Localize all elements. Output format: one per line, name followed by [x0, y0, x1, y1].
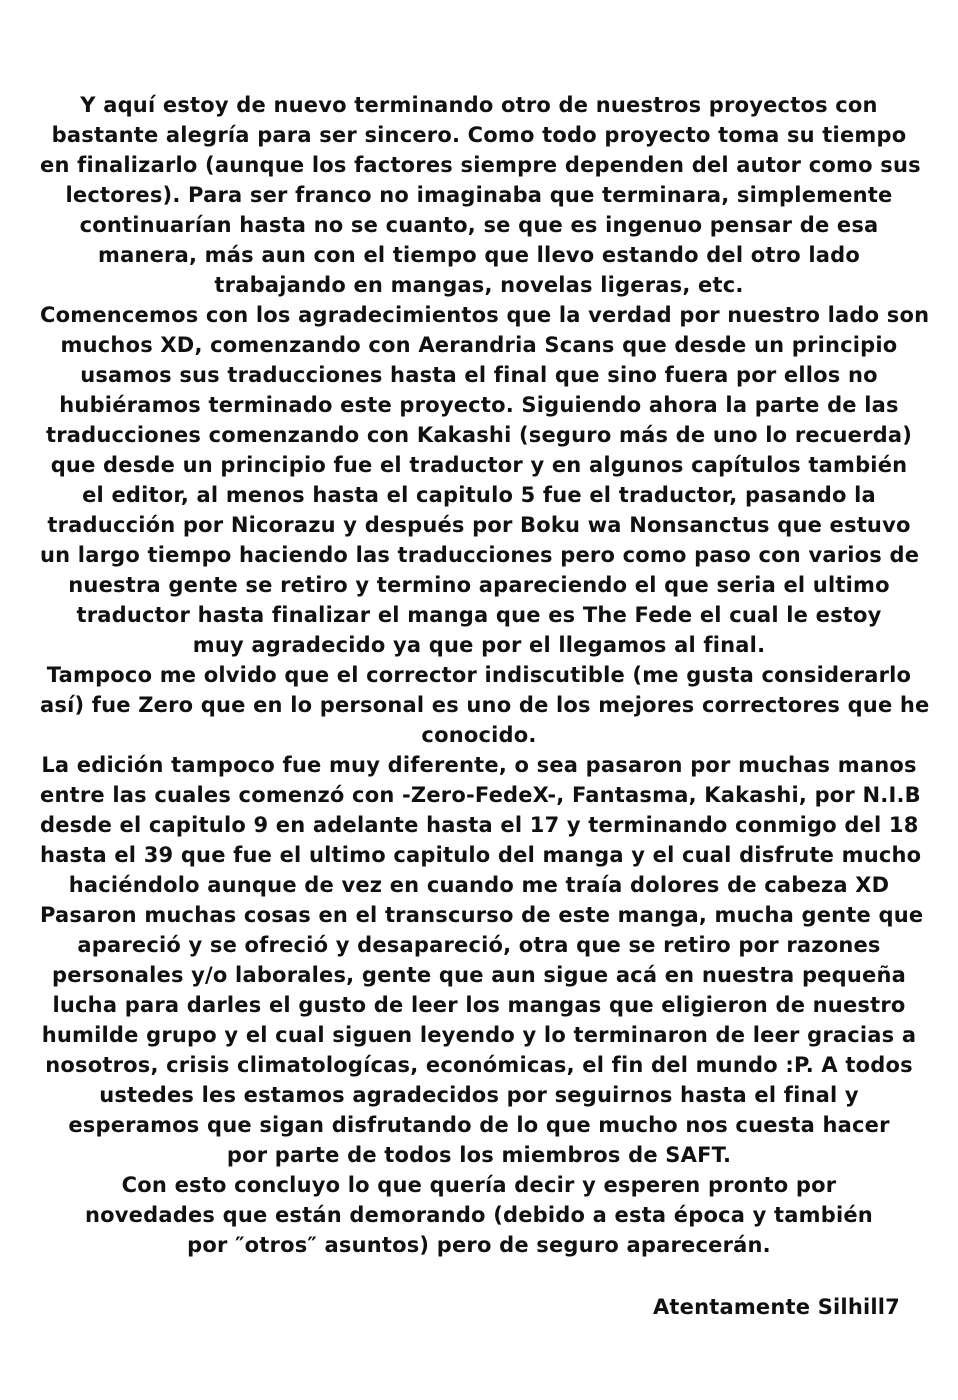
text-line: un largo tiempo haciendo las traducciones pero como paso con varios de	[40, 543, 920, 567]
text-line: así) fue Zero que en lo personal es uno de los mejores correctores que he	[40, 693, 930, 717]
text-line: apareció y se ofreció y desapareció, otra que se retiro por razones	[77, 933, 881, 957]
text-line: humilde grupo y el cual siguen leyendo y lo terminaron de leer gracias a	[41, 1023, 917, 1047]
text-line: traducción por Nicorazu y después por Boku wa Nonsanctus que estuvo	[47, 513, 911, 537]
text-line: novedades que están demorando (debido a esta época y también	[85, 1203, 873, 1227]
text-line: por parte de todos los miembros de SAFT.	[226, 1143, 732, 1167]
text-line: conocido.	[421, 723, 537, 747]
text-line: traductor hasta finalizar el manga que es The Fede el cual le estoy	[76, 603, 882, 627]
text-line: bastante alegría para ser sincero. Como todo proyecto toma su tiempo	[51, 123, 907, 147]
text-line: en finalizarlo (aunque los factores siempre dependen del autor como sus	[40, 153, 921, 177]
text-line: Comencemos con los agradecimientos que la verdad por nuestro lado son	[40, 303, 930, 327]
text-line: personales y/o laborales, gente que aun sigue acá en nuestra pequeña	[52, 963, 906, 987]
text-line: lucha para darles el gusto de leer los mangas que eligieron de nuestro	[52, 993, 906, 1017]
text-line: muy agradecido ya que por el llegamos al final.	[192, 633, 766, 657]
text-line: Pasaron muchas cosas en el transcurso de este manga, mucha gente que	[40, 903, 924, 927]
text-line: lectores). Para ser franco no imaginaba que terminara, simplemente	[65, 183, 893, 207]
text-line: hasta el 39 que fue el ultimo capitulo del manga y el cual disfrute mucho	[40, 843, 922, 867]
text-line: La edición tampoco fue muy diferente, o sea pasaron por muchas manos	[41, 753, 917, 777]
text-line: nuestra gente se retiro y termino apareciendo el que seria el ultimo	[68, 573, 890, 597]
text-line: traducciones comenzando con Kakashi (seguro más de uno lo recuerda)	[45, 423, 913, 447]
text-line: nosotros, crisis climatologícas, económicas, el fin del mundo :P. A todos	[45, 1053, 913, 1077]
signature: Atentamente Silhill7	[652, 1295, 900, 1319]
text-line: muchos XD, comenzando con Aerandria Scans que desde un principio	[60, 333, 898, 357]
text-line: el editor, al menos hasta el capitulo 5 fue el traductor, pasando la	[82, 483, 876, 507]
text-line: haciéndolo aunque de vez en cuando me traía dolores de cabeza XD	[68, 873, 890, 897]
text-line: Tampoco me olvido que el corrector indiscutible (me gusta considerarlo	[46, 663, 912, 687]
text-line: Y aquí estoy de nuevo terminando otro de nuestros proyectos con	[80, 93, 878, 117]
text-line: manera, más aun con el tiempo que llevo estando del otro lado	[98, 243, 860, 267]
text-line: Con esto concluyo lo que quería decir y esperen pronto por	[121, 1173, 837, 1197]
letter-body	[40, 90, 930, 1260]
text-line: que desde un principio fue el traductor y en algunos capítulos también	[50, 453, 908, 477]
text-line: desde el capitulo 9 en adelante hasta el 17 y terminando conmigo del 18	[40, 813, 919, 837]
text-line: usamos sus traducciones hasta el final que sino fuera por ellos no	[80, 363, 878, 387]
text-line: entre las cuales comenzó con -Zero-FedeX-, Fantasma, Kakashi, por N.I.B	[40, 783, 921, 807]
text-line: continuarían hasta no se cuanto, se que es ingenuo pensar de esa	[79, 213, 879, 237]
text-line: esperamos que sigan disfrutando de lo que mucho nos cuesta hacer	[68, 1113, 890, 1137]
text-line: ustedes les estamos agradecidos por seguirnos hasta el final y	[99, 1083, 859, 1107]
text-line: por ″otros″ asuntos) pero de seguro aparecerán.	[187, 1233, 771, 1257]
text-line: hubiéramos terminado este proyecto. Siguiendo ahora la parte de las	[59, 393, 899, 417]
text-line: trabajando en mangas, novelas ligeras, etc.	[214, 273, 744, 297]
